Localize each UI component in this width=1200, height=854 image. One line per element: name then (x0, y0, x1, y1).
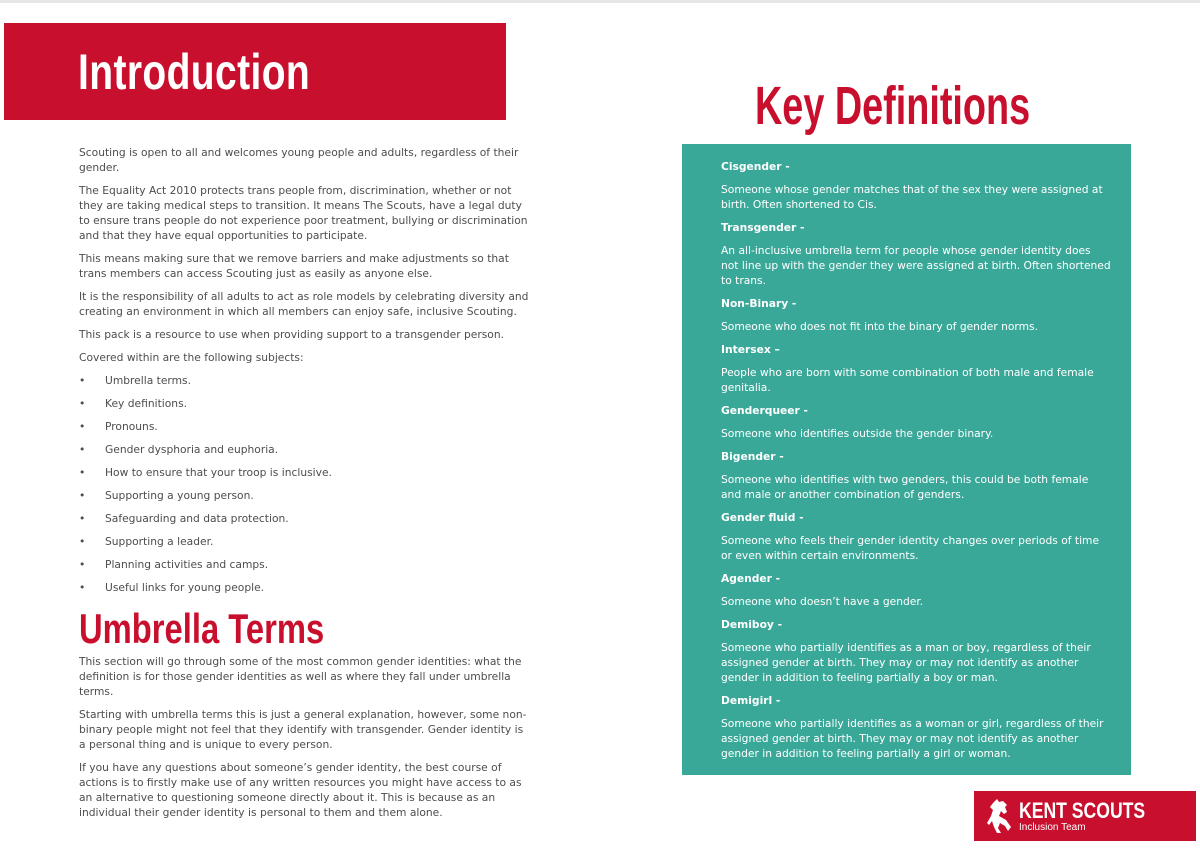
logo-content (986, 797, 1146, 835)
definition-term: Agender - (721, 572, 781, 585)
bullet-icon: • (79, 512, 86, 525)
horse-icon (986, 798, 1014, 834)
definition-term: Bigender - (721, 450, 784, 463)
umbrella-paragraph: Starting with umbrella terms this is just a general explanation, however, some non-binary people might not feel that they identify with transgender. Gender identity is a personal thing and is unique to every person. (79, 708, 527, 751)
bullet-icon: • (79, 489, 86, 502)
umbrella-paragraph: This section will go through some of the most common gender identities: what the definition is for those gender identities as well as where they fall under umbrella terms. (79, 655, 522, 698)
intro-paragraph: Covered within are the following subjects: (79, 351, 304, 364)
definition-text: Someone who identifies outside the gender binary. (721, 427, 994, 440)
list-item (79, 419, 529, 442)
definition-text: Someone who identifies with two genders, this could be both female and male or another combination of genders. (721, 473, 1089, 501)
intro-paragraph: It is the responsibility of all adults to act as role models by celebrating diversity and creating an environment in which all members can enjoy safe, inclusive Scouting. (79, 290, 529, 318)
subject-label: Gender dysphoria and euphoria. (105, 443, 279, 456)
logo-subtitle: Inclusion Team (1019, 822, 1086, 833)
subject-label: Key definitions. (105, 397, 188, 410)
umbrella-terms-heading: Umbrella Terms (79, 605, 325, 652)
definition-term: Cisgender - (721, 160, 790, 173)
left-column (79, 145, 529, 828)
definition-text: Someone who partially identifies as a man or boy, regardless of their assigned gender at birth. They may or may not identify as another gender in addition to feeling partially a boy or man. (721, 641, 1091, 684)
subject-label: Planning activities and camps. (105, 558, 269, 571)
definition-term: Non-Binary - (721, 297, 797, 310)
subject-label: How to ensure that your troop is inclusive. (105, 466, 332, 479)
bullet-icon: • (79, 466, 86, 479)
definition-text: People who are born with some combination of both male and female genitalia. (721, 366, 1094, 394)
bullet-icon: • (79, 443, 86, 456)
list-item (79, 488, 529, 511)
list-item (79, 396, 529, 419)
umbrella-paragraph: If you have any questions about someone’s gender identity, the best course of actions is to firstly make use of any written resources you might have access to as an alternative to questioning someone directly about it. This is because as an individual their gender identity is personal to them and them alone. (79, 761, 522, 819)
bullet-icon: • (79, 581, 86, 594)
introduction-banner (4, 23, 506, 120)
subject-label: Supporting a young person. (105, 489, 254, 502)
definition-term: Demiboy - (721, 618, 783, 631)
definition-term: Intersex – (721, 343, 780, 356)
definition-text: Someone who doesn’t have a gender. (721, 595, 924, 608)
kent-scouts-logo (974, 791, 1196, 841)
key-definitions-heading: Key Definitions (755, 76, 1031, 136)
subjects-list (79, 373, 529, 603)
definition-text: Someone who does not fit into the binary of gender norms. (721, 320, 1039, 333)
subject-label: Umbrella terms. (105, 374, 191, 387)
list-item (79, 465, 529, 488)
list-item (79, 373, 529, 396)
definitions-panel (682, 144, 1131, 775)
subject-label: Pronouns. (105, 420, 158, 433)
definition-term: Demigirl - (721, 694, 781, 707)
bullet-icon: • (79, 397, 86, 410)
bullet-icon: • (79, 558, 86, 571)
page-top-border (0, 0, 1200, 3)
definition-text: Someone whose gender matches that of the sex they were assigned at birth. Often shortened to Cis. (721, 183, 1103, 211)
definition-term: Gender fluid - (721, 511, 804, 524)
list-item (79, 534, 529, 557)
intro-paragraph: Scouting is open to all and welcomes young people and adults, regardless of their gender. (79, 146, 519, 174)
list-item (79, 580, 529, 603)
subject-label: Safeguarding and data protection. (105, 512, 289, 525)
definition-term: Transgender - (721, 221, 805, 234)
introduction-title: Introduction (78, 44, 311, 100)
bullet-icon: • (79, 420, 86, 433)
subject-label: Useful links for young people. (105, 581, 265, 594)
definition-text: Someone who partially identifies as a woman or girl, regardless of their assigned gender at birth. They may or may not identify as another gender in addition to feeling partially a girl or woman. (721, 717, 1104, 760)
definition-text: Someone who feels their gender identity changes over periods of time or even within certain environments. (721, 534, 1100, 562)
bullet-icon: • (79, 374, 86, 387)
bullet-icon: • (79, 535, 86, 548)
intro-paragraph: This pack is a resource to use when providing support to a transgender person. (79, 328, 505, 341)
intro-paragraph: This means making sure that we remove barriers and make adjustments so that trans members can access Scouting just as easily as anyone else. (79, 252, 509, 280)
definition-text: An all-inclusive umbrella term for people whose gender identity does not line up with the gender they were assigned at birth. Often shortened to trans. (721, 244, 1111, 287)
logo-name: KENT SCOUTS (1019, 798, 1146, 823)
list-item (79, 442, 529, 465)
subject-label: Supporting a leader. (105, 535, 214, 548)
intro-paragraph: The Equality Act 2010 protects trans people from, discrimination, whether or not they are taking medical steps to transition. It means The Scouts, have a legal duty to ensure trans people do not experience poor treatment, bullying or discrimination and that they have equal opportunities to participate. (79, 184, 528, 242)
list-item (79, 557, 529, 580)
list-item (79, 511, 529, 534)
definition-term: Genderqueer - (721, 404, 808, 417)
